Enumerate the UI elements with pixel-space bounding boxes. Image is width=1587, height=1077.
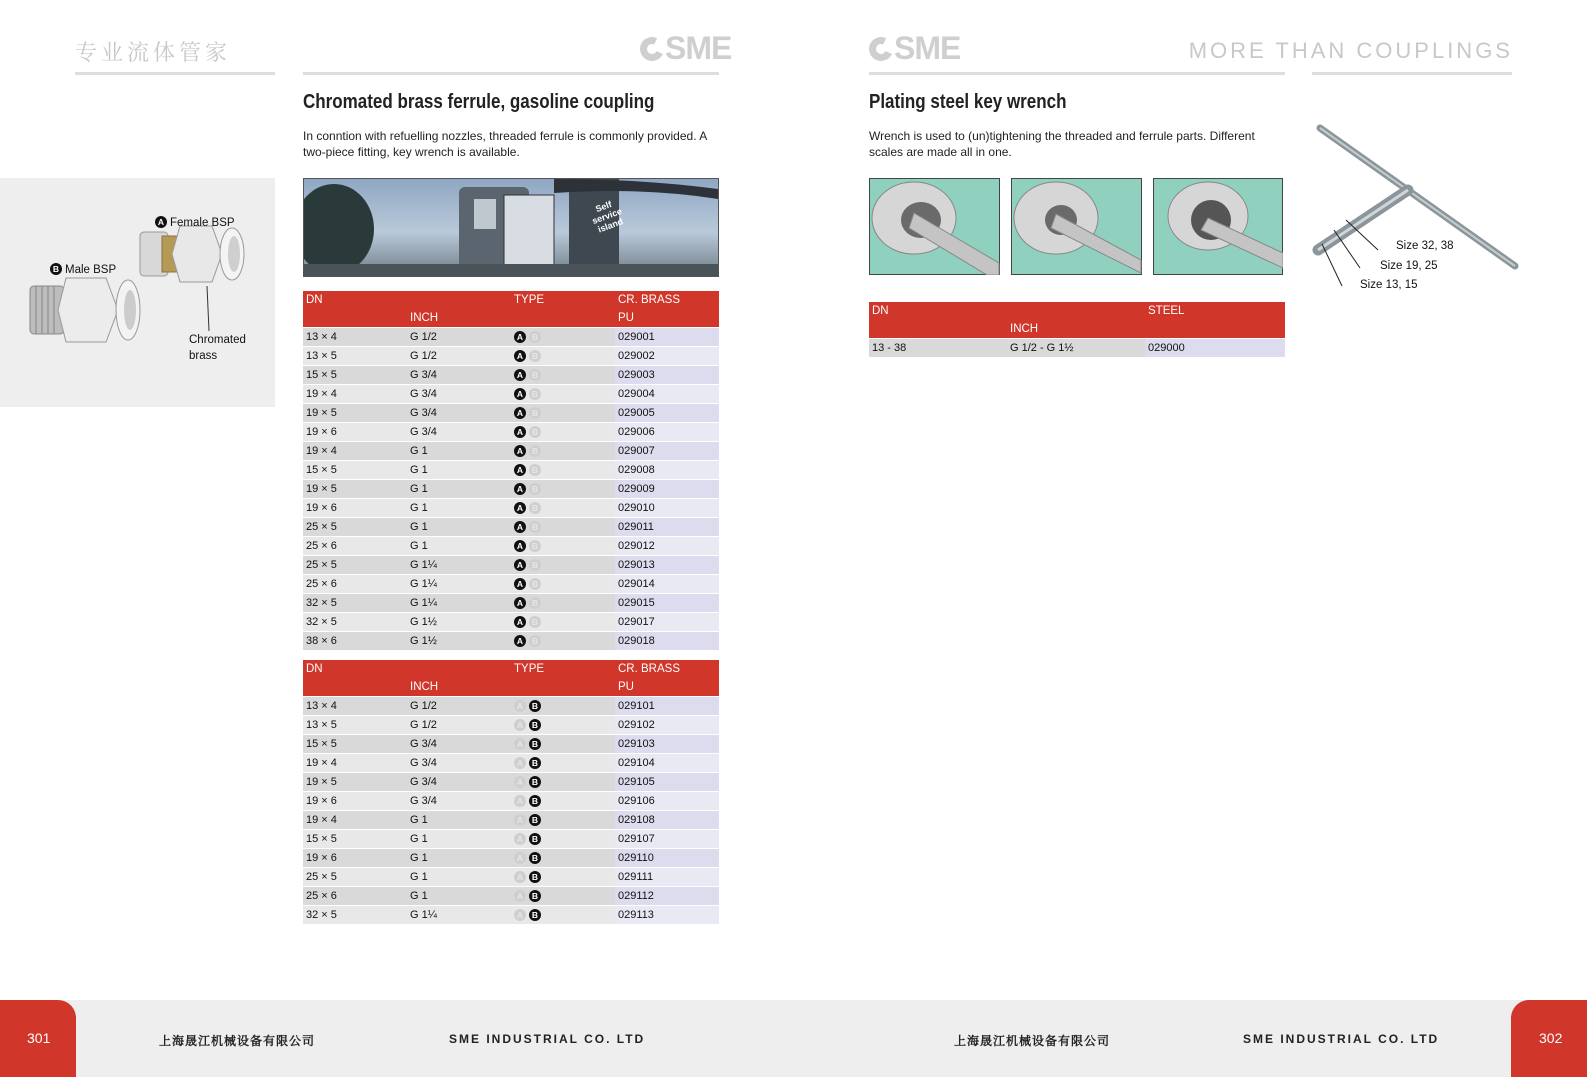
type-a-badge-icon: A xyxy=(514,597,526,609)
inch-cell: G 1 xyxy=(407,461,511,480)
wrench-size-label-3: Size 13, 15 xyxy=(1360,279,1418,291)
code-cell: 029113 xyxy=(615,906,719,925)
self-service-sign: Self service island xyxy=(590,199,625,235)
table-row xyxy=(303,575,719,594)
type-a-badge-icon: A xyxy=(514,852,526,864)
type-a-badge-icon: A xyxy=(514,445,526,457)
page-number-left-text: 301 xyxy=(27,1030,51,1046)
inch-cell: G 1/2 xyxy=(407,697,511,716)
table-header-row-2 xyxy=(869,320,1285,339)
code-cell: 029011 xyxy=(615,518,719,537)
type-cell xyxy=(511,594,615,613)
header-spacer xyxy=(869,320,1007,339)
inch-cell: G 3/4 xyxy=(407,754,511,773)
type-b-badge-icon: B xyxy=(529,700,541,712)
code-cell: 029005 xyxy=(615,404,719,423)
table-wrench xyxy=(869,302,1285,357)
table-row xyxy=(303,773,719,792)
type-b-badge-icon: B xyxy=(529,331,541,343)
type-cell xyxy=(511,423,615,442)
code-cell: 029002 xyxy=(615,347,719,366)
male-bsp-callout xyxy=(50,260,116,278)
type-a-badge-icon: A xyxy=(514,738,526,750)
code-cell: 029110 xyxy=(615,849,719,868)
type-b-badge-icon: B xyxy=(529,852,541,864)
inch-cell: G 1 xyxy=(407,499,511,518)
type-b-badge-icon: B xyxy=(529,871,541,883)
gas-station-illustration xyxy=(304,179,718,276)
type-cell xyxy=(511,849,615,868)
table-type-b-body xyxy=(303,697,719,925)
dn-cell: 13 × 5 xyxy=(303,347,407,366)
dn-cell: 15 × 5 xyxy=(303,830,407,849)
type-b-badge-icon: B xyxy=(529,445,541,457)
inch-cell: G 1 xyxy=(407,537,511,556)
type-a-badge-icon: A xyxy=(514,540,526,552)
inch-cell: G 1 xyxy=(407,849,511,868)
inch-cell: G 1/2 xyxy=(407,328,511,347)
code-cell: 029014 xyxy=(615,575,719,594)
table-header-row-1 xyxy=(303,660,719,678)
type-b-badge-icon: B xyxy=(529,350,541,362)
type-a-badge-icon: A xyxy=(514,814,526,826)
key-wrench-photo xyxy=(1310,118,1530,298)
dn-cell: 15 × 5 xyxy=(303,735,407,754)
sme-logo-left xyxy=(640,30,731,67)
inch-cell: G 1¼ xyxy=(407,575,511,594)
type-b-badge-icon: B xyxy=(529,597,541,609)
type-b-badge-icon: B xyxy=(529,388,541,400)
type-a-badge-icon: A xyxy=(514,719,526,731)
table-row xyxy=(303,328,719,347)
type-cell xyxy=(511,773,615,792)
code-cell: 029003 xyxy=(615,366,719,385)
wrench-size-label-1: Size 32, 38 xyxy=(1396,240,1454,252)
type-a-badge-icon: A xyxy=(514,909,526,921)
code-cell: 029006 xyxy=(615,423,719,442)
type-cell xyxy=(511,868,615,887)
code-cell: 029007 xyxy=(615,442,719,461)
col-material-header: CR. BRASS xyxy=(615,660,719,678)
code-cell: 029000 xyxy=(1145,339,1285,358)
type-cell xyxy=(511,792,615,811)
type-a-badge-icon: A xyxy=(514,483,526,495)
type-a-badge-icon: A xyxy=(514,407,526,419)
dn-cell: 13 × 4 xyxy=(303,697,407,716)
code-cell: 029107 xyxy=(615,830,719,849)
dn-cell: 38 × 6 xyxy=(303,632,407,651)
inch-cell: G 3/4 xyxy=(407,773,511,792)
logo-mark-icon xyxy=(866,34,897,65)
type-cell xyxy=(511,697,615,716)
code-cell: 029104 xyxy=(615,754,719,773)
coupling-product-photo xyxy=(0,178,275,407)
table-row xyxy=(303,906,719,925)
type-a-badge-icon: A xyxy=(514,388,526,400)
type-a-badge-icon: A xyxy=(514,833,526,845)
type-cell xyxy=(511,613,615,632)
type-cell xyxy=(511,537,615,556)
header-spacer xyxy=(303,678,407,697)
code-cell: 029015 xyxy=(615,594,719,613)
code-cell: 029009 xyxy=(615,480,719,499)
table-header-row-1 xyxy=(303,291,719,309)
dn-cell: 13 × 5 xyxy=(303,716,407,735)
table-row xyxy=(303,556,719,575)
header-chinese-slogan: 专业流体管家 xyxy=(75,41,232,66)
header-rule-mid-left xyxy=(303,72,719,75)
table-header-row-2 xyxy=(303,309,719,328)
type-b-badge-icon: B xyxy=(529,521,541,533)
inch-cell: G 1 xyxy=(407,811,511,830)
code-cell: 029105 xyxy=(615,773,719,792)
table-row xyxy=(303,404,719,423)
code-cell: 029001 xyxy=(615,328,719,347)
type-b-badge-icon: B xyxy=(529,833,541,845)
dn-cell: 13 - 38 xyxy=(869,339,1007,358)
dn-cell: 15 × 5 xyxy=(303,461,407,480)
type-cell xyxy=(511,906,615,925)
table-type-a-body xyxy=(303,328,719,651)
section2-description: Wrench is used to (un)tightening the threaded and ferrule parts. Different scales are made all in one. xyxy=(869,129,1255,159)
dn-cell: 25 × 5 xyxy=(303,518,407,537)
type-b-badge-icon: B xyxy=(529,814,541,826)
page-number-right-text: 302 xyxy=(1539,1030,1563,1046)
type-a-badge-icon: A xyxy=(514,559,526,571)
type-a-badge-icon: A xyxy=(514,464,526,476)
header-spacer xyxy=(1007,302,1145,320)
col-pu-header: PU xyxy=(615,678,719,697)
table-row xyxy=(303,735,719,754)
code-cell: 029004 xyxy=(615,385,719,404)
inch-cell: G 1 xyxy=(407,868,511,887)
code-cell: 029013 xyxy=(615,556,719,575)
header-spacer xyxy=(511,678,615,697)
wrench-usage-illustration xyxy=(869,178,1283,275)
col-inch-header: INCH xyxy=(1007,320,1145,339)
type-b-badge-icon: B xyxy=(529,540,541,552)
table-row xyxy=(303,442,719,461)
type-b-badge-icon: B xyxy=(529,578,541,590)
logo-text: SME xyxy=(665,30,732,66)
material-label-line2: brass xyxy=(189,350,218,362)
table-row xyxy=(303,480,719,499)
type-b-badge-icon: B xyxy=(529,369,541,381)
type-a-badge-icon: A xyxy=(514,331,526,343)
type-b-badge-icon: B xyxy=(529,909,541,921)
type-cell xyxy=(511,735,615,754)
type-a-badge-icon: A xyxy=(514,502,526,514)
wrench-size-label-2: Size 19, 25 xyxy=(1380,260,1438,272)
type-a-badge-icon: A xyxy=(514,776,526,788)
code-cell: 029102 xyxy=(615,716,719,735)
inch-cell: G 3/4 xyxy=(407,423,511,442)
type-b-badge-icon: B xyxy=(529,776,541,788)
type-cell xyxy=(511,754,615,773)
table-type-b xyxy=(303,660,719,924)
type-b-badge-icon: B xyxy=(529,795,541,807)
code-cell: 029111 xyxy=(615,868,719,887)
col-pu-header: PU xyxy=(615,309,719,328)
footer-company-en-right: SME INDUSTRIAL CO. LTD xyxy=(1243,1032,1440,1046)
type-b-badge-icon: B xyxy=(529,757,541,769)
type-b-badge-icon: B xyxy=(529,738,541,750)
dn-cell: 25 × 6 xyxy=(303,537,407,556)
type-cell xyxy=(511,461,615,480)
col-material-header: CR. BRASS xyxy=(615,291,719,309)
header-rule-mid-right xyxy=(869,72,1285,75)
table-row xyxy=(303,849,719,868)
code-cell: 029008 xyxy=(615,461,719,480)
type-cell xyxy=(511,347,615,366)
type-a-badge-icon: A xyxy=(514,795,526,807)
table-row xyxy=(303,594,719,613)
header-spacer xyxy=(511,309,615,328)
dn-cell: 19 × 6 xyxy=(303,792,407,811)
type-a-badge-icon: A xyxy=(514,426,526,438)
section1-description: In conntion with refuelling nozzles, threaded ferrule is commonly provided. A two-piece fitting, key wrench is available. xyxy=(303,129,707,159)
code-cell: 029017 xyxy=(615,613,719,632)
inch-cell: G 3/4 xyxy=(407,735,511,754)
female-bsp-callout xyxy=(155,213,235,231)
dn-cell: 15 × 5 xyxy=(303,366,407,385)
dn-cell: 19 × 5 xyxy=(303,773,407,792)
inch-cell: G 3/4 xyxy=(407,404,511,423)
type-cell xyxy=(511,556,615,575)
header-spacer xyxy=(407,660,511,678)
dn-cell: 19 × 6 xyxy=(303,499,407,518)
code-cell: 029112 xyxy=(615,887,719,906)
table-row xyxy=(303,518,719,537)
table-row xyxy=(303,499,719,518)
type-cell xyxy=(511,830,615,849)
table-row xyxy=(303,754,719,773)
type-cell xyxy=(511,385,615,404)
table-type-a xyxy=(303,291,719,650)
type-a-badge-icon: A xyxy=(514,700,526,712)
table-row xyxy=(303,366,719,385)
sme-logo-right xyxy=(869,30,960,67)
inch-cell: G 1 xyxy=(407,442,511,461)
table-row xyxy=(303,632,719,651)
dn-cell: 19 × 6 xyxy=(303,849,407,868)
page-number-left xyxy=(0,1000,76,1077)
table-row xyxy=(303,423,719,442)
inch-cell: G 1 xyxy=(407,830,511,849)
type-a-badge-icon: A xyxy=(514,616,526,628)
dn-cell: 32 × 5 xyxy=(303,594,407,613)
type-b-badge-icon: B xyxy=(529,426,541,438)
type-a-badge-icon: A xyxy=(514,871,526,883)
inch-cell: G 1½ xyxy=(407,632,511,651)
dn-cell: 19 × 4 xyxy=(303,385,407,404)
table-row xyxy=(303,716,719,735)
inch-cell: G 1/2 xyxy=(407,716,511,735)
type-b-badge-icon: B xyxy=(529,407,541,419)
table-header-row-2 xyxy=(303,678,719,697)
type-a-badge-icon: A xyxy=(514,635,526,647)
section2-title: Plating steel key wrench xyxy=(869,91,1067,113)
inch-cell: G 1½ xyxy=(407,613,511,632)
col-material-header: STEEL xyxy=(1145,302,1285,320)
wrench-usage-photos xyxy=(869,178,1283,275)
col-type-header: TYPE xyxy=(511,660,615,678)
section1-title: Chromated brass ferrule, gasoline coupling xyxy=(303,91,655,113)
code-cell: 029101 xyxy=(615,697,719,716)
dn-cell: 13 × 4 xyxy=(303,328,407,347)
page-number-right xyxy=(1511,1000,1587,1077)
type-a-badge-icon: A xyxy=(155,216,167,228)
table-row xyxy=(303,461,719,480)
type-a-badge-icon: A xyxy=(514,578,526,590)
table-header-row-1 xyxy=(869,302,1285,320)
inch-cell: G 1/2 xyxy=(407,347,511,366)
table-row xyxy=(303,868,719,887)
dn-cell: 19 × 4 xyxy=(303,811,407,830)
type-b-badge-icon: B xyxy=(529,616,541,628)
dn-cell: 25 × 5 xyxy=(303,556,407,575)
inch-cell: G 1¼ xyxy=(407,906,511,925)
type-cell xyxy=(511,518,615,537)
type-a-badge-icon: A xyxy=(514,369,526,381)
table-row xyxy=(303,537,719,556)
col-dn-header: DN xyxy=(869,302,1007,320)
type-a-badge-icon: A xyxy=(514,521,526,533)
inch-cell: G 1¼ xyxy=(407,556,511,575)
inch-cell: G 3/4 xyxy=(407,792,511,811)
inch-cell: G 1/2 - G 1½ xyxy=(1007,339,1145,358)
dn-cell: 25 × 5 xyxy=(303,868,407,887)
type-cell xyxy=(511,716,615,735)
type-a-badge-icon: A xyxy=(514,757,526,769)
code-cell: 029010 xyxy=(615,499,719,518)
type-cell xyxy=(511,328,615,347)
material-label-line1: Chromated xyxy=(189,334,246,346)
type-cell xyxy=(511,632,615,651)
inch-cell: G 1 xyxy=(407,518,511,537)
type-b-badge-icon: B xyxy=(529,483,541,495)
male-bsp-label: Male BSP xyxy=(65,264,117,276)
dn-cell: 25 × 6 xyxy=(303,575,407,594)
type-cell xyxy=(511,480,615,499)
type-b-badge-icon: B xyxy=(529,464,541,476)
footer-company-cn-right: 上海晟江机械设备有限公司 xyxy=(954,1034,1111,1048)
dn-cell: 19 × 6 xyxy=(303,423,407,442)
table-row xyxy=(303,347,719,366)
dn-cell: 32 × 5 xyxy=(303,906,407,925)
table-row xyxy=(303,811,719,830)
type-b-badge-icon: B xyxy=(529,890,541,902)
type-cell xyxy=(511,404,615,423)
dn-cell: 19 × 5 xyxy=(303,404,407,423)
dn-cell: 32 × 5 xyxy=(303,613,407,632)
type-cell xyxy=(511,887,615,906)
inch-cell: G 3/4 xyxy=(407,366,511,385)
table-row xyxy=(303,887,719,906)
header-spacer xyxy=(1145,320,1285,339)
female-bsp-label: Female BSP xyxy=(170,217,235,229)
footer-company-cn-left: 上海晟江机械设备有限公司 xyxy=(159,1034,316,1048)
col-dn-header: DN xyxy=(303,660,407,678)
header-spacer xyxy=(303,309,407,328)
code-cell: 029103 xyxy=(615,735,719,754)
dn-cell: 25 × 6 xyxy=(303,887,407,906)
inch-cell: G 1 xyxy=(407,887,511,906)
type-cell xyxy=(511,811,615,830)
header-rule-left xyxy=(75,72,275,75)
type-cell xyxy=(511,442,615,461)
type-b-badge-icon: B xyxy=(529,559,541,571)
dn-cell: 19 × 4 xyxy=(303,754,407,773)
type-b-badge-icon: B xyxy=(529,502,541,514)
dn-cell: 19 × 5 xyxy=(303,480,407,499)
type-b-badge-icon: B xyxy=(529,635,541,647)
type-b-badge-icon: B xyxy=(50,263,62,275)
type-cell xyxy=(511,366,615,385)
inch-cell: G 1 xyxy=(407,480,511,499)
table-row xyxy=(303,385,719,404)
type-a-badge-icon: A xyxy=(514,890,526,902)
header-english-slogan: MORE THAN COUPLINGS xyxy=(1188,38,1513,63)
type-cell xyxy=(511,499,615,518)
col-type-header: TYPE xyxy=(511,291,615,309)
type-cell xyxy=(511,575,615,594)
table-wrench-body xyxy=(869,339,1285,358)
dn-cell: 19 × 4 xyxy=(303,442,407,461)
header-rule-right xyxy=(1312,72,1512,75)
table-row xyxy=(303,613,719,632)
gas-station-photo xyxy=(303,178,719,277)
table-row xyxy=(869,339,1285,358)
footer-company-en-left: SME INDUSTRIAL CO. LTD xyxy=(449,1032,646,1046)
col-inch-header: INCH xyxy=(407,678,511,697)
col-dn-header: DN xyxy=(303,291,407,309)
table-row xyxy=(303,830,719,849)
inch-cell: G 3/4 xyxy=(407,385,511,404)
logo-mark-icon xyxy=(637,34,668,65)
type-b-badge-icon: B xyxy=(529,719,541,731)
logo-text: SME xyxy=(894,30,961,66)
code-cell: 029018 xyxy=(615,632,719,651)
type-a-badge-icon: A xyxy=(514,350,526,362)
col-inch-header: INCH xyxy=(407,309,511,328)
code-cell: 029106 xyxy=(615,792,719,811)
header-spacer xyxy=(407,291,511,309)
code-cell: 029108 xyxy=(615,811,719,830)
inch-cell: G 1¼ xyxy=(407,594,511,613)
table-row xyxy=(303,792,719,811)
code-cell: 029012 xyxy=(615,537,719,556)
table-row xyxy=(303,697,719,716)
